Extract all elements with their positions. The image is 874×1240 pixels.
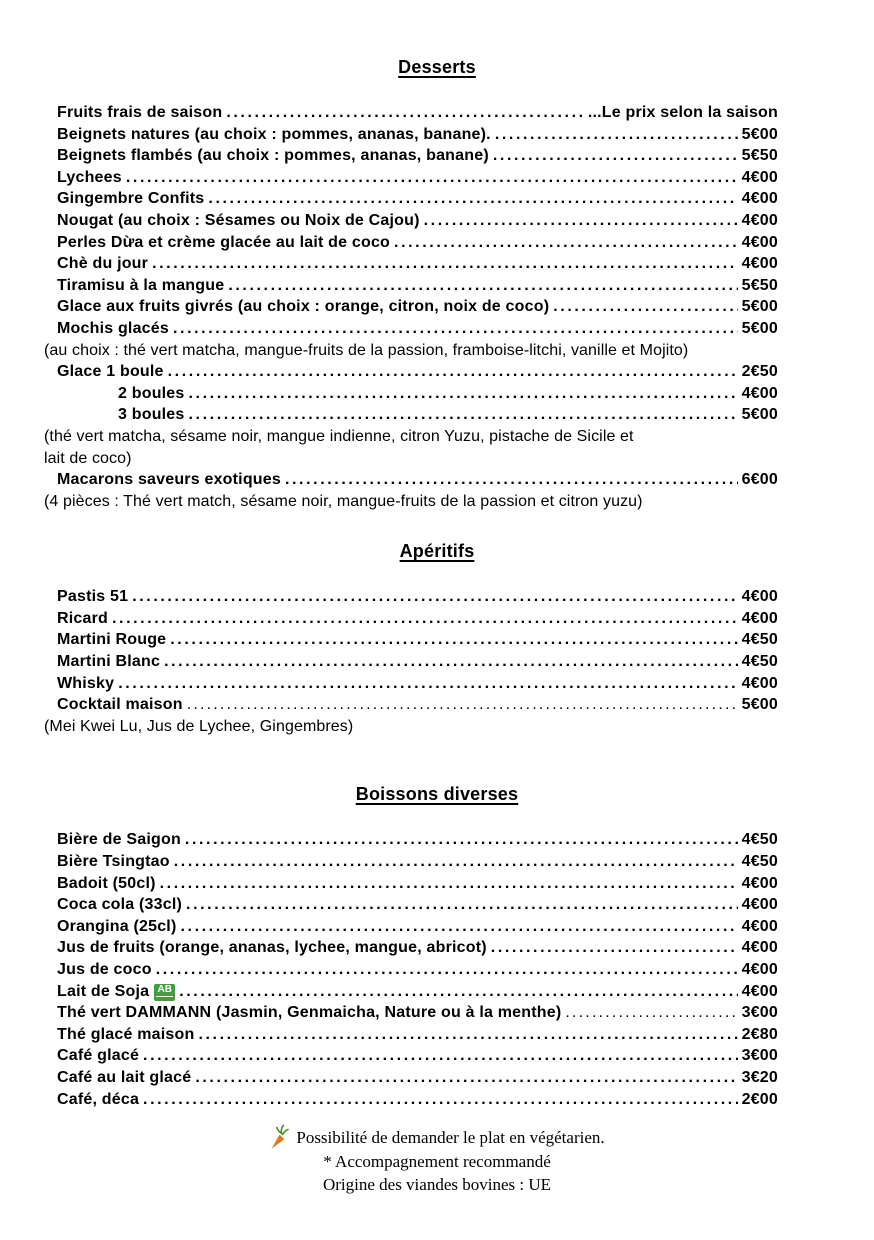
item-price: 4€00 — [741, 982, 778, 1000]
dotted-leader — [186, 894, 738, 916]
item-price: 4€00 — [741, 211, 778, 229]
section-title: Desserts — [398, 57, 476, 77]
item-price: 5€00 — [741, 406, 778, 424]
item-price: 3€00 — [741, 1047, 778, 1065]
item-price: 4€50 — [741, 631, 778, 649]
menu-item-row — [44, 959, 778, 981]
dotted-leader — [553, 296, 737, 318]
item-name: Perles Dừa et crème glacée au lait de coco — [57, 233, 391, 251]
item-name: Martini Rouge — [57, 631, 167, 649]
menu-item-row — [44, 694, 778, 716]
item-price: 4€00 — [741, 609, 778, 627]
item-name: Fruits frais de saison — [57, 104, 223, 121]
dotted-leader — [208, 188, 737, 210]
dotted-leader — [118, 673, 737, 695]
menu-item-row — [44, 232, 778, 254]
item-name: Bière Tsingtao — [57, 853, 170, 871]
item-name: Glace 1 boule — [57, 363, 164, 381]
item-price: 4€00 — [741, 961, 778, 978]
item-name: Jus de fruits (orange, ananas, lychee, mangue, abricot) — [57, 939, 487, 957]
footer — [96, 1124, 778, 1196]
accompaniment-note: * Accompagnement recommandé — [323, 1152, 551, 1172]
menu-item-row — [44, 1002, 778, 1024]
dotted-leader — [180, 916, 737, 938]
item-name: Martini Blanc — [57, 653, 161, 671]
ab-logo-band — [156, 996, 173, 999]
item-name: Jus de coco — [57, 961, 152, 978]
section-items — [44, 586, 778, 737]
item-name: Beignets flambés (au choix : pommes, ananas, banane) — [57, 147, 489, 165]
dotted-leader — [170, 629, 737, 651]
section-items — [44, 102, 778, 512]
section-items — [44, 829, 778, 1110]
menu-item-row — [44, 829, 778, 851]
menu-item-row — [44, 673, 778, 695]
item-note: lait de coco) — [44, 449, 132, 467]
item-name: Nougat (au choix : Sésames ou Noix de Cajou) — [57, 211, 420, 229]
item-price: 5€50 — [741, 147, 778, 165]
item-name: Lychees — [57, 168, 122, 186]
menu-sections — [44, 56, 778, 1110]
menu-item-row — [44, 916, 778, 938]
dotted-leader — [394, 232, 738, 254]
dotted-leader — [493, 145, 738, 167]
vegetarian-note: Possibilité de demander le plat en végétarien. — [296, 1127, 605, 1147]
item-price: 2€50 — [741, 363, 778, 381]
menu-item-row — [44, 981, 778, 1003]
item-name: Chè du jour — [57, 255, 149, 273]
dotted-leader — [491, 937, 738, 959]
item-price: 4€50 — [741, 653, 778, 671]
dotted-leader — [198, 1024, 737, 1046]
item-price: 5€00 — [741, 319, 778, 337]
menu-item-row — [44, 1045, 778, 1067]
dotted-leader — [226, 102, 584, 124]
footer-vegetarian-line — [96, 1124, 778, 1150]
ab-logo-text: AB — [157, 983, 172, 995]
item-name: 2 boules — [118, 384, 185, 402]
item-name: Coca cola (33cl) — [57, 896, 183, 914]
item-price: 4€00 — [741, 190, 778, 208]
item-name: Thé vert DAMMANN (Jasmin, Genmaicha, Nature ou à la menthe) — [57, 1004, 562, 1022]
item-note: (thé vert matcha, sésame noir, mangue indienne, citron Yuzu, pistache de Sicile et — [44, 427, 634, 445]
item-name: Ricard — [57, 609, 108, 627]
dotted-leader — [126, 167, 738, 189]
ab-organic-logo — [154, 984, 175, 1001]
item-name: Macarons saveurs exotiques — [57, 471, 281, 489]
item-price: 4€00 — [741, 384, 778, 402]
menu-item-row — [44, 318, 778, 340]
item-price: 5€00 — [741, 125, 778, 143]
dotted-leader — [185, 829, 738, 851]
menu-item-row — [44, 1089, 778, 1111]
item-name: 3 boules — [118, 406, 185, 424]
dotted-leader — [495, 124, 738, 146]
dotted-leader — [424, 210, 738, 232]
item-name: Café glacé — [57, 1047, 140, 1065]
menu-item-row — [44, 629, 778, 651]
carrot-icon — [269, 1124, 289, 1150]
dotted-leader — [164, 651, 738, 673]
item-name: Cocktail maison — [57, 696, 183, 714]
menu-item-row — [44, 651, 778, 673]
item-price: ...Le prix selon la saison — [587, 104, 778, 121]
menu-item-row — [44, 586, 778, 608]
dotted-leader — [189, 404, 738, 426]
dotted-leader — [565, 1002, 737, 1024]
item-price: 4€00 — [741, 588, 778, 606]
menu-item-row — [44, 145, 778, 167]
menu-item-row — [44, 469, 778, 491]
dotted-leader — [195, 1067, 737, 1089]
item-price: 4€50 — [741, 853, 778, 871]
item-price: 2€80 — [741, 1025, 778, 1043]
dotted-leader — [156, 959, 738, 981]
dotted-leader — [143, 1089, 738, 1111]
item-name: Badoit (50cl) — [57, 874, 156, 892]
item-name: Café, déca — [57, 1090, 140, 1108]
item-name: Glace aux fruits givrés (au choix : orange, citron, noix de coco) — [57, 298, 550, 316]
menu-item-row — [44, 167, 778, 189]
section-title: Boissons diverses — [355, 784, 519, 805]
item-price: 5€00 — [741, 696, 778, 714]
menu-section — [44, 56, 778, 512]
menu-item-row — [44, 873, 778, 895]
dotted-leader — [174, 851, 738, 873]
item-price: 3€00 — [741, 1004, 778, 1022]
item-price: 5€50 — [741, 276, 778, 294]
item-name: Gingembre Confits — [57, 190, 205, 208]
dotted-leader — [160, 873, 738, 895]
item-name: Orangina (25cl) — [57, 917, 177, 935]
dotted-leader — [189, 383, 738, 405]
menu-item-row — [44, 404, 778, 426]
item-name: Bière de Saigon — [57, 831, 181, 849]
meat-origin-note: Origine des viandes bovines : UE — [322, 1175, 552, 1195]
menu-item-row — [44, 937, 778, 959]
menu-item-row — [44, 1024, 778, 1046]
menu-item-row — [44, 210, 778, 232]
menu-item-row — [44, 851, 778, 873]
item-price: 4€50 — [741, 831, 778, 849]
menu-item-row — [44, 124, 778, 146]
menu-item-row — [44, 1067, 778, 1089]
item-price: 4€00 — [741, 874, 778, 892]
item-price: 3€20 — [741, 1068, 778, 1086]
item-name: Lait de Soja — [57, 982, 150, 1000]
dotted-leader — [143, 1045, 738, 1067]
dotted-leader — [112, 608, 738, 630]
dotted-leader — [285, 469, 738, 491]
item-name: Thé glacé maison — [57, 1025, 195, 1043]
menu-item-row — [44, 608, 778, 630]
item-note: (4 pièces : Thé vert match, sésame noir, mangue-fruits de la passion et citron yuzu) — [44, 492, 643, 510]
menu-item-row — [44, 361, 778, 383]
dotted-leader — [173, 318, 738, 340]
item-price: 4€00 — [741, 674, 778, 692]
menu-item-row — [44, 894, 778, 916]
dotted-leader — [132, 586, 737, 608]
menu-item-row — [44, 383, 778, 405]
item-price: 6€00 — [741, 471, 778, 489]
item-price: 4€00 — [741, 939, 778, 957]
menu-section — [44, 783, 778, 1110]
item-price: 4€00 — [741, 917, 778, 935]
item-name: Beignets natures (au choix : pommes, ananas, banane). — [57, 125, 491, 143]
menu-item-row — [44, 253, 778, 275]
item-name: Tiramisu à la mangue — [57, 276, 225, 294]
item-name: Mochis glacés — [57, 319, 169, 337]
dotted-leader — [187, 694, 738, 716]
menu-section — [44, 540, 778, 737]
menu-item-row — [44, 275, 778, 297]
item-note: (au choix : thé vert matcha, mangue-fruits de la passion, framboise-litchi, vanille et Mojito) — [44, 341, 689, 359]
item-price: 5€00 — [741, 298, 778, 316]
item-note: (Mei Kwei Lu, Jus de Lychee, Gingembres) — [44, 717, 354, 735]
item-name: Whisky — [57, 674, 115, 692]
item-price: 2€00 — [741, 1090, 778, 1108]
item-price: 4€00 — [741, 233, 778, 251]
dotted-leader — [179, 981, 737, 1003]
dotted-leader — [152, 253, 738, 275]
item-price: 4€00 — [741, 255, 778, 273]
item-name: Pastis 51 — [57, 588, 129, 606]
menu-item-row — [44, 188, 778, 210]
dotted-leader — [168, 361, 738, 383]
item-price: 4€00 — [741, 168, 778, 186]
menu-item-row — [44, 102, 778, 124]
item-price: 4€00 — [741, 896, 778, 914]
menu-item-row — [44, 296, 778, 318]
dotted-leader — [228, 275, 737, 297]
item-name: Café au lait glacé — [57, 1068, 192, 1086]
section-title: Apéritifs — [399, 541, 475, 562]
